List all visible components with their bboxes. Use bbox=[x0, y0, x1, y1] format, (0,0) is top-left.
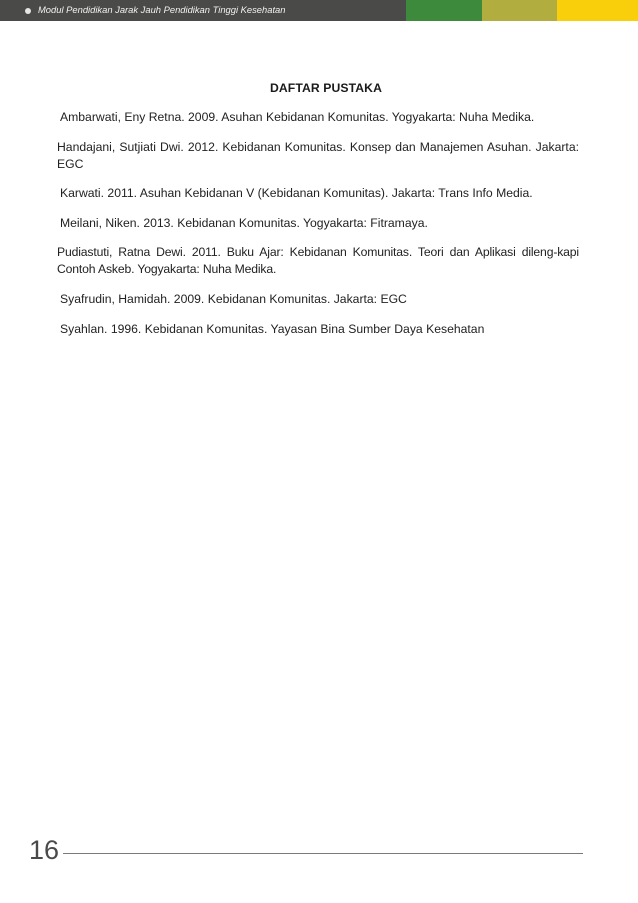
reference-item: Syafrudin, Hamidah. 2009. Kebidanan Komunitas. Jakarta: EGC bbox=[60, 292, 407, 306]
page-number: 16 bbox=[29, 835, 60, 865]
page-header bbox=[0, 0, 638, 21]
reference-item: Handajani, Sutjiati Dwi. 2012. Kebidanan Komunitas. Konsep dan Manajemen Asuhan. Jakarta: EGC bbox=[57, 140, 579, 171]
reference-item: Syahlan. 1996. Kebidanan Komunitas. Yayasan Bina Sumber Daya Kesehatan bbox=[60, 322, 485, 336]
header-color-block-olive bbox=[482, 0, 557, 21]
reference-item: Karwati. 2011. Asuhan Kebidanan V (Kebidanan Komunitas). Jakarta: Trans Info Media. bbox=[60, 186, 533, 200]
reference-item: Ambarwati, Eny Retna. 2009. Asuhan Kebidanan Komunitas. Yogyakarta: Nuha Medika. bbox=[60, 110, 535, 124]
header-title: Modul Pendidikan Jarak Jauh Pendidikan Tinggi Kesehatan bbox=[38, 4, 286, 15]
bullet-icon bbox=[25, 8, 31, 14]
header-color-block-green bbox=[406, 0, 482, 21]
reference-item: Pudiastuti, Ratna Dewi. 2011. Buku Ajar: Kebidanan Komunitas. Teori dan Aplikasi dileng-kapi Contoh Askeb. Yogyakarta: Nuha Medika. bbox=[57, 245, 579, 276]
reference-item: Meilani, Niken. 2013. Kebidanan Komunitas. Yogyakarta: Fitramaya. bbox=[60, 216, 428, 230]
header-title-bar bbox=[0, 0, 406, 21]
footer-divider bbox=[63, 853, 583, 854]
header-color-block-yellow bbox=[557, 0, 638, 21]
reference-list bbox=[57, 109, 579, 338]
section-title: DAFTAR PUSTAKA bbox=[270, 81, 382, 95]
